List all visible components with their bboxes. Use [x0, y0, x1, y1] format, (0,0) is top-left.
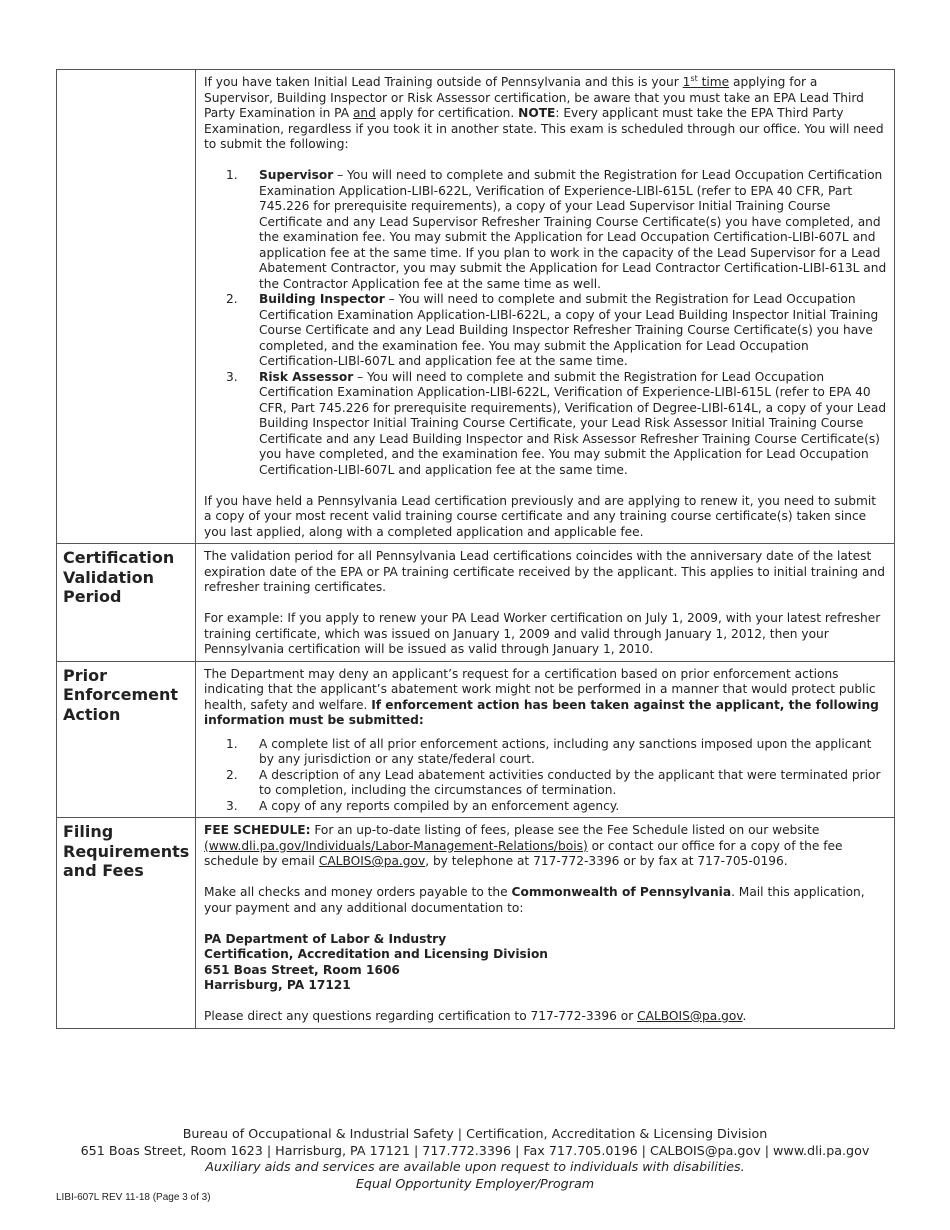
- payment-paragraph: Make all checks and money orders payable to the Commonwealth of Pennsylvania. Mail this application, your payment and any additional documentation to:: [204, 885, 865, 915]
- list-item: 2. A description of any Lead abatement activities conducted by the applicant that were terminated prior to completion, including the circumstances of termination.: [226, 767, 881, 797]
- section-label-validation: Certification Validation Period: [57, 544, 196, 662]
- list-item: 1. Supervisor – You will need to complete and submit the Registration for Lead Occupation Certification Examination Application-LIBl-622L, Verification of Experience-LIBl-615L (refer to EPA 40 CFR, Part 745.226 for prerequisite requirements), a copy of your Lead Supervisor Initial Training Course Certificate and any Lead Supervisor Refresher Training Course Certificate(s) you have completed, and the examination fee. You may submit the Application for Lead Occupation Certification-LIBl-607L and application fee at the same time. If you plan to work in the capacity of the Lead Supervisor for a Lead Abatement Contractor, you may submit the Application for Lead Contractor Certification-LIBl-613L and the Contractor Application fee at the same time as well.: [226, 168, 887, 291]
- table-row-filing: [57, 818, 895, 1029]
- filing-cell: [196, 818, 895, 1029]
- prior-list: [204, 737, 887, 815]
- footer-eoe: Equal Opportunity Employer/Program: [355, 1175, 595, 1191]
- table-row-prior: [57, 661, 895, 818]
- empty-label-cell: [57, 70, 196, 544]
- form-number: LIBI-607L REV 11-18 (Page 3 of 3): [56, 1192, 211, 1203]
- email-link[interactable]: CALBOIS@pa.gov: [637, 1009, 743, 1023]
- mailing-address: PA Department of Labor & Industry Certification, Accreditation and Licensing Division 651 Boas Street, Room 1606 Harrisburg, PA 17121: [204, 931, 548, 992]
- intro-list: [204, 168, 887, 478]
- fee-schedule-paragraph: FEE SCHEDULE: For an up-to-date listing of fees, please see the Fee Schedule listed on our website (www.dli.pa.gov/Individuals/Labor-Management-Relations/bois) or contact our office for a copy of the fee schedule by email CALBOIS@pa.gov, by telephone at 717-772-3396 or by fax at 717-705-0196.: [204, 823, 843, 868]
- list-item: 1. A complete list of all prior enforcement actions, including any sanctions imposed upon the applicant by any jurisdiction or any state/federal court.: [226, 736, 872, 766]
- validation-paragraph: The validation period for all Pennsylvania Lead certifications coincides with the anniversary date of the latest expiration date of the EPA or PA training certificate received by the applicant. This applies to initial training and refresher training certificates.: [204, 549, 885, 594]
- table-row-intro: [57, 70, 895, 544]
- renewal-paragraph: If you have held a Pennsylvania Lead certification previously and are applying to renew it, you need to submit a copy of your most recent valid training course certificate and any training course certificate(s) taken since you last applied, along with a completed application and applicable fee.: [204, 493, 877, 539]
- footer: [0, 1126, 950, 1192]
- section-label-prior: Prior Enforcement Action: [57, 661, 196, 818]
- intro-paragraph: If you have taken Initial Lead Training outside of Pennsylvania and this is your 1st time applying for a Supervisor, Building Inspector or Risk Assessor certification, be aware that you must take an EPA Lead Third Party Examination in PA and apply for certification. NOTE: Every applicant must take the EPA Third Party Examination, regardless if you took it in another state. This exam is scheduled through our office. You will need to submit the following:: [204, 73, 884, 151]
- footer-contact: 651 Boas Street, Room 1623 | Harrisburg, PA 17121 | 717.772.3396 | Fax 717.705.0196 | CALBOIS@pa.gov | www.dli.pa.gov: [80, 1142, 870, 1158]
- prior-paragraph: The Department may deny an applicant’s request for a certification based on prior enforcement actions indicating that the applicant’s abatement work might not be performed in a manner that would protect public health, safety and welfare. If enforcement action has been taken against the applicant, the following information must be submitted:: [204, 666, 879, 727]
- table-row-validation: [57, 544, 895, 662]
- list-item: 3. A copy of any reports compiled by an enforcement agency.: [226, 798, 620, 813]
- questions-paragraph: Please direct any questions regarding certification to 717-772-3396 or CALBOIS@pa.gov.: [204, 1009, 747, 1023]
- email-link[interactable]: CALBOIS@pa.gov: [318, 854, 426, 868]
- list-item: 3. Risk Assessor – You will need to complete and submit the Registration for Lead Occupation Certification Examination Application-LIBl-622L, Verification of Experience-LIBl-615L (refer to EPA 40 CFR, Part 745.226 for prerequisite requirements), Verification of Degree-LIBl-614L, a copy of your Lead Building Inspector Initial Training Course Certificate, your Lead Risk Assessor Initial Training Course Certificate and any Lead Building Inspector and Risk Assessor Refresher Training Course Certificate(s) you have completed, and the examination fee. You may submit the Application for Lead Occupation Certification-LIBl-607L and application fee at the same time.: [226, 369, 887, 477]
- website-link[interactable]: (www.dli.pa.gov/Individuals/Labor-Management-Relations/bois): [204, 838, 588, 853]
- validation-cell: [196, 544, 895, 662]
- requirements-table: [56, 69, 895, 1029]
- footer-bureau: Bureau of Occupational & Industrial Safety | Certification, Accreditation & Licensing Division: [182, 1126, 768, 1141]
- validation-example: For example: If you apply to renew your PA Lead Worker certification on July 1, 2009, with your latest refresher training certificate, which was issued on January 1, 2009 and valid through January 1, 2012, then your Pennsylvania certification will be issued as valid through January 1, 2010.: [204, 611, 881, 656]
- footer-accessibility: Auxiliary aids and services are available upon request to individuals with disabilities.: [205, 1159, 745, 1174]
- intro-cell: [196, 70, 895, 544]
- list-item: 2. Building Inspector – You will need to complete and submit the Registration for Lead Occupation Certification Examination Application-LIBl-622L, a copy of your Lead Building Inspector Initial Training Course Certificate and any Lead Building Inspector Refresher Training Course Certificate(s) you have completed, and the examination fee. You may submit the Application for Lead Occupation Certification-LIBl-607L and application fee at the same time.: [226, 292, 879, 368]
- prior-cell: [196, 661, 895, 818]
- section-label-filing: Filing Requirements and Fees: [57, 818, 196, 1029]
